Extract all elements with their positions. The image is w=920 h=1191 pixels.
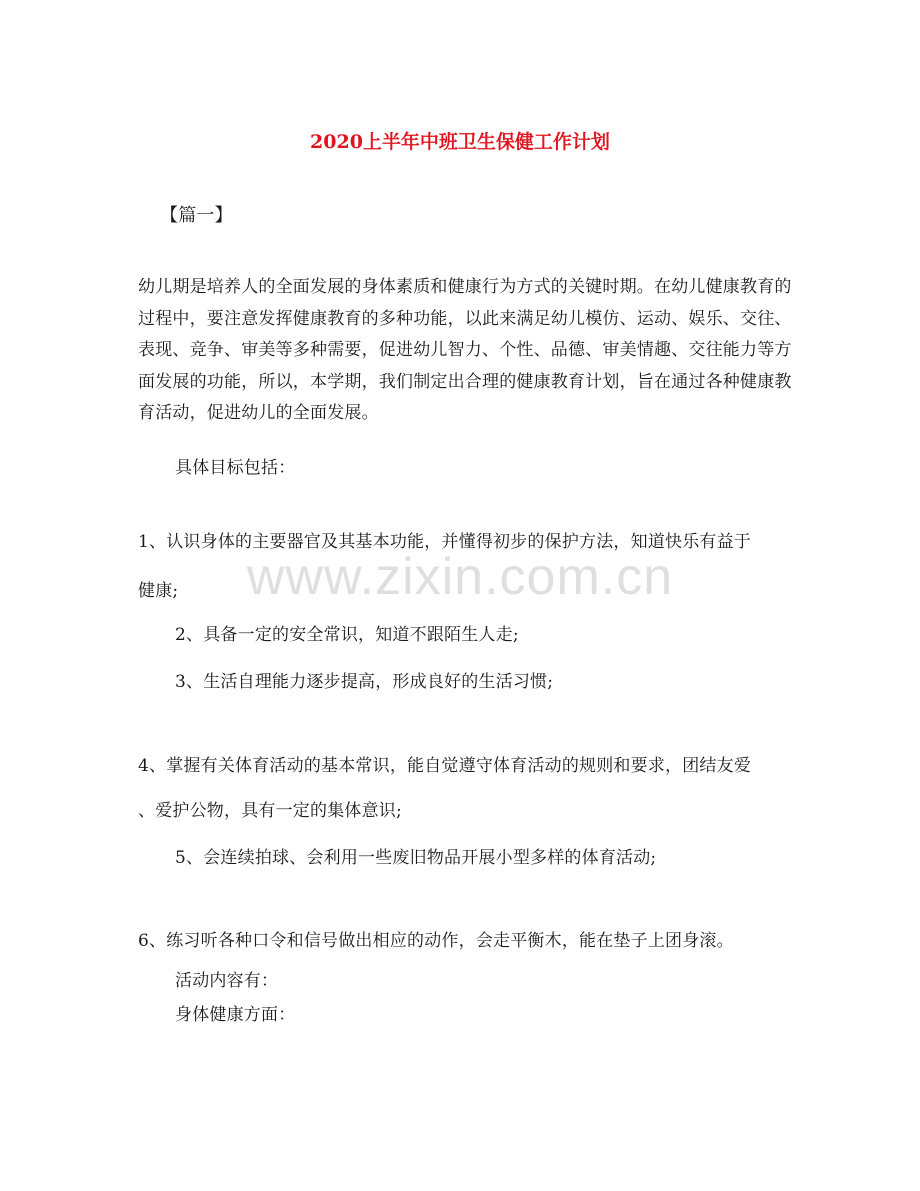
goal-3: 3、生活自理能力逐步提高，形成良好的生活习惯;	[175, 672, 554, 692]
section-heading: 【篇一】	[160, 205, 233, 226]
goal-5: 5、会连续拍球、会利用一些废旧物品开展小型多样的体育活动;	[175, 848, 657, 868]
goals-heading: 具体目标包括：	[175, 458, 296, 478]
goal-1-line-2: 健康;	[138, 581, 179, 601]
goal-6: 6、练习听各种口令和信号做出相应的动作，会走平衡木，能在垫子上团身滚。	[138, 931, 734, 951]
intro-paragraph: 幼儿期是培养人的全面发展的身体素质和健康行为方式的关键时期。在幼儿健康教育的过程中，要注意发挥健康教育的多种功能，以此来满足幼儿模仿、运动、娱乐、交往、表现、竞争、审美等多种需要，促进幼儿智力、个性、品德、审美情趣、交往能力等方面发展的功能，所以，本学期，我们制定出合理的健康教育计划，旨在通过各种健康教育活动，促进幼儿的全面发展。	[138, 277, 792, 423]
goal-2: 2、具备一定的安全常识，知道不跟陌生人走;	[175, 625, 519, 645]
activities-heading: 活动内容有：	[175, 971, 279, 991]
goal-1-line-1: 1、认识身体的主要器官及其基本功能，并懂得初步的保护方法，知道快乐有益于	[138, 532, 752, 552]
goal-4-line-2: 、爱护公物，具有一定的集体意识;	[138, 801, 402, 821]
watermark-text: www.zixin.com.cn	[246, 548, 674, 606]
document-title: 2020上半年中班卫生保健工作计划	[310, 131, 610, 153]
goal-4-line-1: 4、掌握有关体育活动的基本常识，能自觉遵守体育活动的规则和要求，团结友爱	[138, 756, 752, 776]
health-heading: 身体健康方面：	[175, 1005, 296, 1025]
